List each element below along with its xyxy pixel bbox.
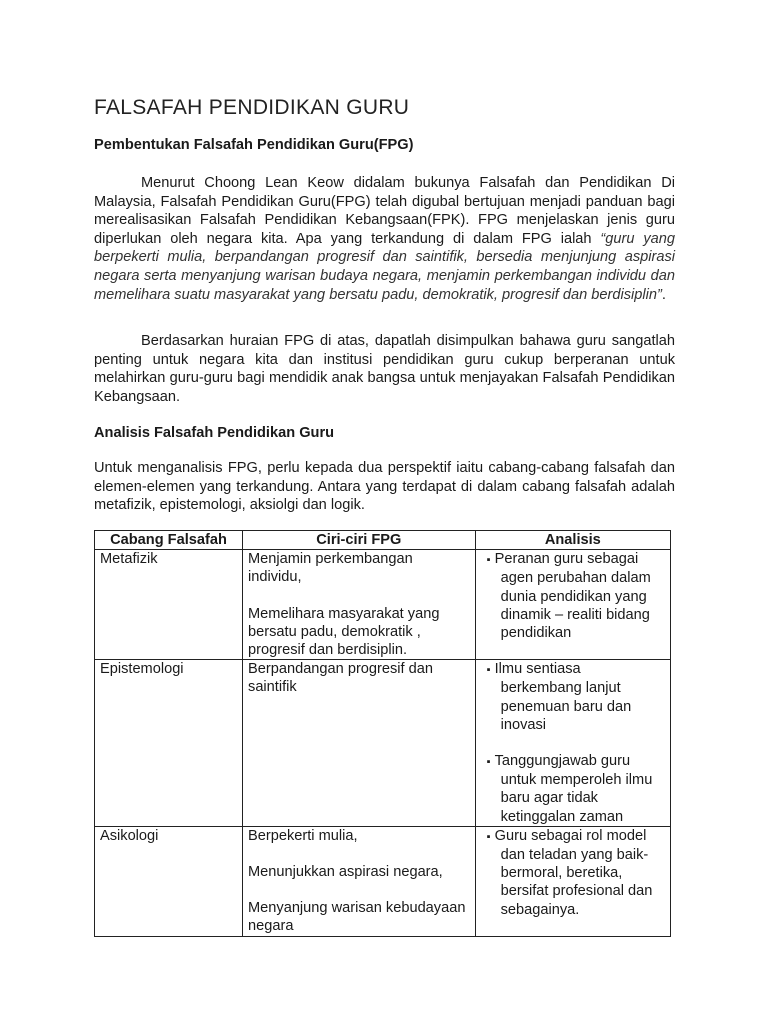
- cell-analisis: [475, 826, 670, 936]
- table-row: [95, 550, 671, 660]
- table-row: [95, 660, 671, 827]
- cell-cabang: Epistemologi: [95, 660, 243, 827]
- analisis-bullet: ▪ Tanggungjawab guru untuk memperoleh ilmu baru agar tidak ketinggalan zaman: [481, 752, 665, 826]
- paragraph-choong-lean-keow: [94, 174, 675, 304]
- section-heading-pembentukan: Pembentukan Falsafah Pendidikan Guru(FPG): [94, 137, 414, 153]
- header-analisis: Analisis: [475, 531, 670, 550]
- analysis-table: [94, 530, 671, 937]
- cell-analisis: [475, 660, 670, 827]
- paragraph-text: Menurut Choong Lean Keow didalam bukunya Falsafah dan Pendidikan Di Malaysia, Falsafah Pendidikan Guru(FPG) telah digubal bertujuan menjadi panduan bagi merealisasikan Falsafah Pendidikan Kebangsaan(FPK). FPG menjelaskan jenis guru diperlukan oleh negara kita. Apa yang terkandung di dalam FPG ialah: [94, 175, 675, 247]
- analisis-bullet: ▪ Peranan guru sebagai agen perubahan dalam dunia pendidikan yang dinamik – realiti bidang pendidikan: [481, 550, 665, 642]
- header-ciri-ciri-fpg: Ciri-ciri FPG: [243, 531, 476, 550]
- cell-ciri: [243, 826, 476, 936]
- ciri-item: Menjamin perkembangan individu,: [248, 551, 413, 586]
- cell-cabang: Metafizik: [95, 550, 243, 660]
- section-heading-analisis: Analisis Falsafah Pendidikan Guru: [94, 425, 335, 441]
- ciri-item: Berpandangan progresif dan saintifik: [248, 661, 434, 696]
- cell-ciri: [243, 660, 476, 827]
- paragraph-huraian-fpg: [94, 332, 675, 406]
- paragraph-text: Berdasarkan huraian FPG di atas, dapatlah disimpulkan bahawa guru sangatlah penting untuk negara kita dan institusi pendidikan guru cukup berperanan untuk melahirkan guru-guru bagi mendidik anak bangsa untuk menjayakan Falsafah Pendidikan Kebangsaan.: [94, 333, 675, 405]
- ciri-item: Memelihara masyarakat yang bersatu padu, demokratik , progresif dan berdisiplin.: [248, 605, 440, 659]
- table-row: [95, 826, 671, 936]
- cell-analisis: [475, 550, 670, 660]
- table-header-row: [95, 531, 671, 550]
- analisis-bullet: ▪ Ilmu sentiasa berkembang lanjut penemuan baru dan inovasi: [481, 660, 665, 734]
- ciri-item: Berpekerti mulia,: [248, 827, 358, 844]
- fpg-quote: “guru yang berpekerti mulia, berpandangan progresif dan saintifik, bersedia menjunjung aspirasi negara serta menyanjung warisan budaya negara, menjamin perkembangan individu dan memelihara suatu masyarakat yang bersatu padu, demokratik, progresif dan berdisiplin”: [94, 230, 675, 303]
- document-title: FALSAFAH PENDIDIKAN GURU: [94, 96, 410, 119]
- ciri-item: Menunjukkan aspirasi negara,: [248, 864, 443, 881]
- ciri-item: Menyanjung warisan kebudayaan negara: [248, 900, 466, 935]
- cell-ciri: [243, 550, 476, 660]
- analisis-bullet: ▪ Guru sebagai rol model dan teladan yang baik-bermoral, beretika, bersifat profesional dan sebagainya.: [481, 827, 665, 919]
- paragraph-analisis: Untuk menganalisis FPG, perlu kepada dua perspektif iaitu cabang-cabang falsafah dan elemen-elemen yang terkandung. Antara yang terdapat di dalam cabang falsafah adalah metafizik, epistemologi, aksiolgi dan logik.: [94, 460, 675, 514]
- header-cabang-falsafah: Cabang Falsafah: [95, 531, 243, 550]
- paragraph-end: .: [661, 286, 666, 303]
- cell-cabang: Asikologi: [95, 826, 243, 936]
